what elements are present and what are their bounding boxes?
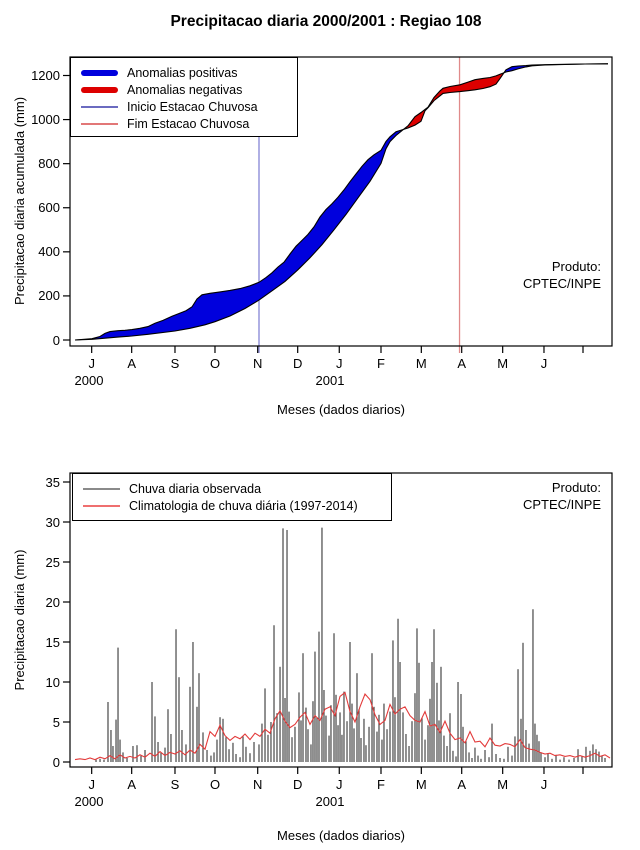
month-tick-label: D	[292, 356, 303, 371]
legend-line-icon	[83, 488, 120, 490]
month-tick-label: A	[457, 356, 467, 371]
thin-line-sample-icon	[81, 106, 118, 108]
y-tick-label: 200	[38, 288, 60, 304]
legend-line-icon	[83, 505, 120, 507]
month-tick-label: M	[497, 356, 509, 371]
thin-line-sample-icon	[83, 488, 120, 490]
y-tick-label: 15	[45, 634, 60, 650]
y-tick-label: 20	[45, 594, 60, 610]
positive-anomaly-fill	[76, 129, 404, 340]
y-tick-label: 0	[52, 332, 60, 348]
produto-label: Produto:	[551, 480, 601, 495]
month-tick-label: M	[415, 777, 427, 792]
legend-top	[70, 57, 298, 137]
month-tick-label: S	[170, 356, 180, 371]
y-tick-label: 800	[38, 156, 60, 172]
x-axis-title-top: Meses (dados diarios)	[277, 402, 405, 417]
month-tick-label: J	[336, 777, 343, 792]
month-tick-label: O	[209, 356, 221, 371]
legend-bottom	[72, 473, 392, 521]
legend-label: Chuva diaria observada	[129, 481, 262, 496]
legend-row	[83, 497, 391, 514]
legend-row	[81, 98, 297, 115]
y-tick-label: 1000	[31, 112, 60, 128]
year-tick-label: 2000	[74, 794, 104, 809]
produto-annotation-bottom	[523, 479, 601, 513]
y-tick-label: 600	[38, 200, 60, 216]
month-tick-label: J	[540, 777, 548, 792]
legend-line-icon	[81, 123, 118, 125]
y-axis-title-bottom: Precipitacao diaria (mm)	[12, 549, 27, 691]
produto-value: CPTEC/INPE	[522, 276, 601, 291]
y-tick-label: 1200	[31, 68, 60, 83]
month-tick-label: F	[377, 777, 385, 792]
legend-row	[83, 480, 391, 497]
thin-line-sample-icon	[81, 123, 118, 125]
y-tick-label: 35	[45, 474, 60, 490]
month-tick-label: A	[127, 777, 137, 792]
legend-line-icon	[81, 87, 118, 93]
month-tick-label: A	[127, 356, 137, 371]
year-tick-label: 2001	[315, 373, 345, 388]
legend-line-icon	[81, 106, 118, 108]
y-axis-title-top: Precipitacao diaria acumulada (mm)	[12, 96, 27, 306]
y-tick-label: 25	[45, 554, 60, 570]
month-tick-label: N	[252, 356, 263, 371]
legend-row	[81, 81, 297, 98]
year-tick-label: 2000	[74, 373, 104, 388]
y-tick-label: 5	[52, 714, 60, 730]
thick-line-sample-icon	[81, 70, 118, 76]
month-tick-label: J	[336, 356, 343, 371]
legend-label: Inicio Estacao Chuvosa	[127, 99, 258, 114]
month-tick-label: M	[497, 777, 509, 792]
month-tick-label: J	[88, 777, 95, 792]
y-tick-label: 10	[45, 674, 60, 690]
produto-label: Produto:	[551, 259, 601, 274]
y-tick-label: 30	[45, 514, 60, 530]
legend-label: Anomalias positivas	[127, 65, 238, 80]
month-tick-label: D	[292, 777, 303, 792]
month-tick-label: J	[540, 356, 548, 371]
month-tick-label: J	[88, 356, 95, 371]
legend-label: Fim Estacao Chuvosa	[127, 116, 250, 131]
legend-label: Anomalias negativas	[127, 82, 243, 97]
month-tick-label: O	[209, 777, 221, 792]
month-tick-label: F	[377, 356, 385, 371]
produto-annotation-top	[523, 258, 601, 292]
x-axis-title-bottom: Meses (dados diarios)	[277, 828, 405, 843]
chart-title: Precipitacao diaria 2000/2001 : Regiao 108	[170, 13, 482, 30]
thin-line-sample-icon	[83, 505, 120, 507]
y-tick-label: 400	[38, 244, 60, 260]
negative-anomaly-fill	[404, 72, 505, 129]
y-tick-label: 0	[52, 754, 60, 770]
thick-line-sample-icon	[81, 87, 118, 93]
month-tick-label: M	[415, 356, 427, 371]
legend-line-icon	[81, 70, 118, 76]
legend-row	[81, 115, 297, 132]
month-tick-label: S	[170, 777, 180, 792]
month-tick-label: A	[457, 777, 467, 792]
legend-label: Climatologia de chuva diária (1997-2014)	[129, 498, 358, 513]
produto-value: CPTEC/INPE	[522, 497, 601, 512]
month-tick-label: N	[252, 777, 263, 792]
legend-row	[81, 64, 297, 81]
year-tick-label: 2001	[315, 794, 345, 809]
